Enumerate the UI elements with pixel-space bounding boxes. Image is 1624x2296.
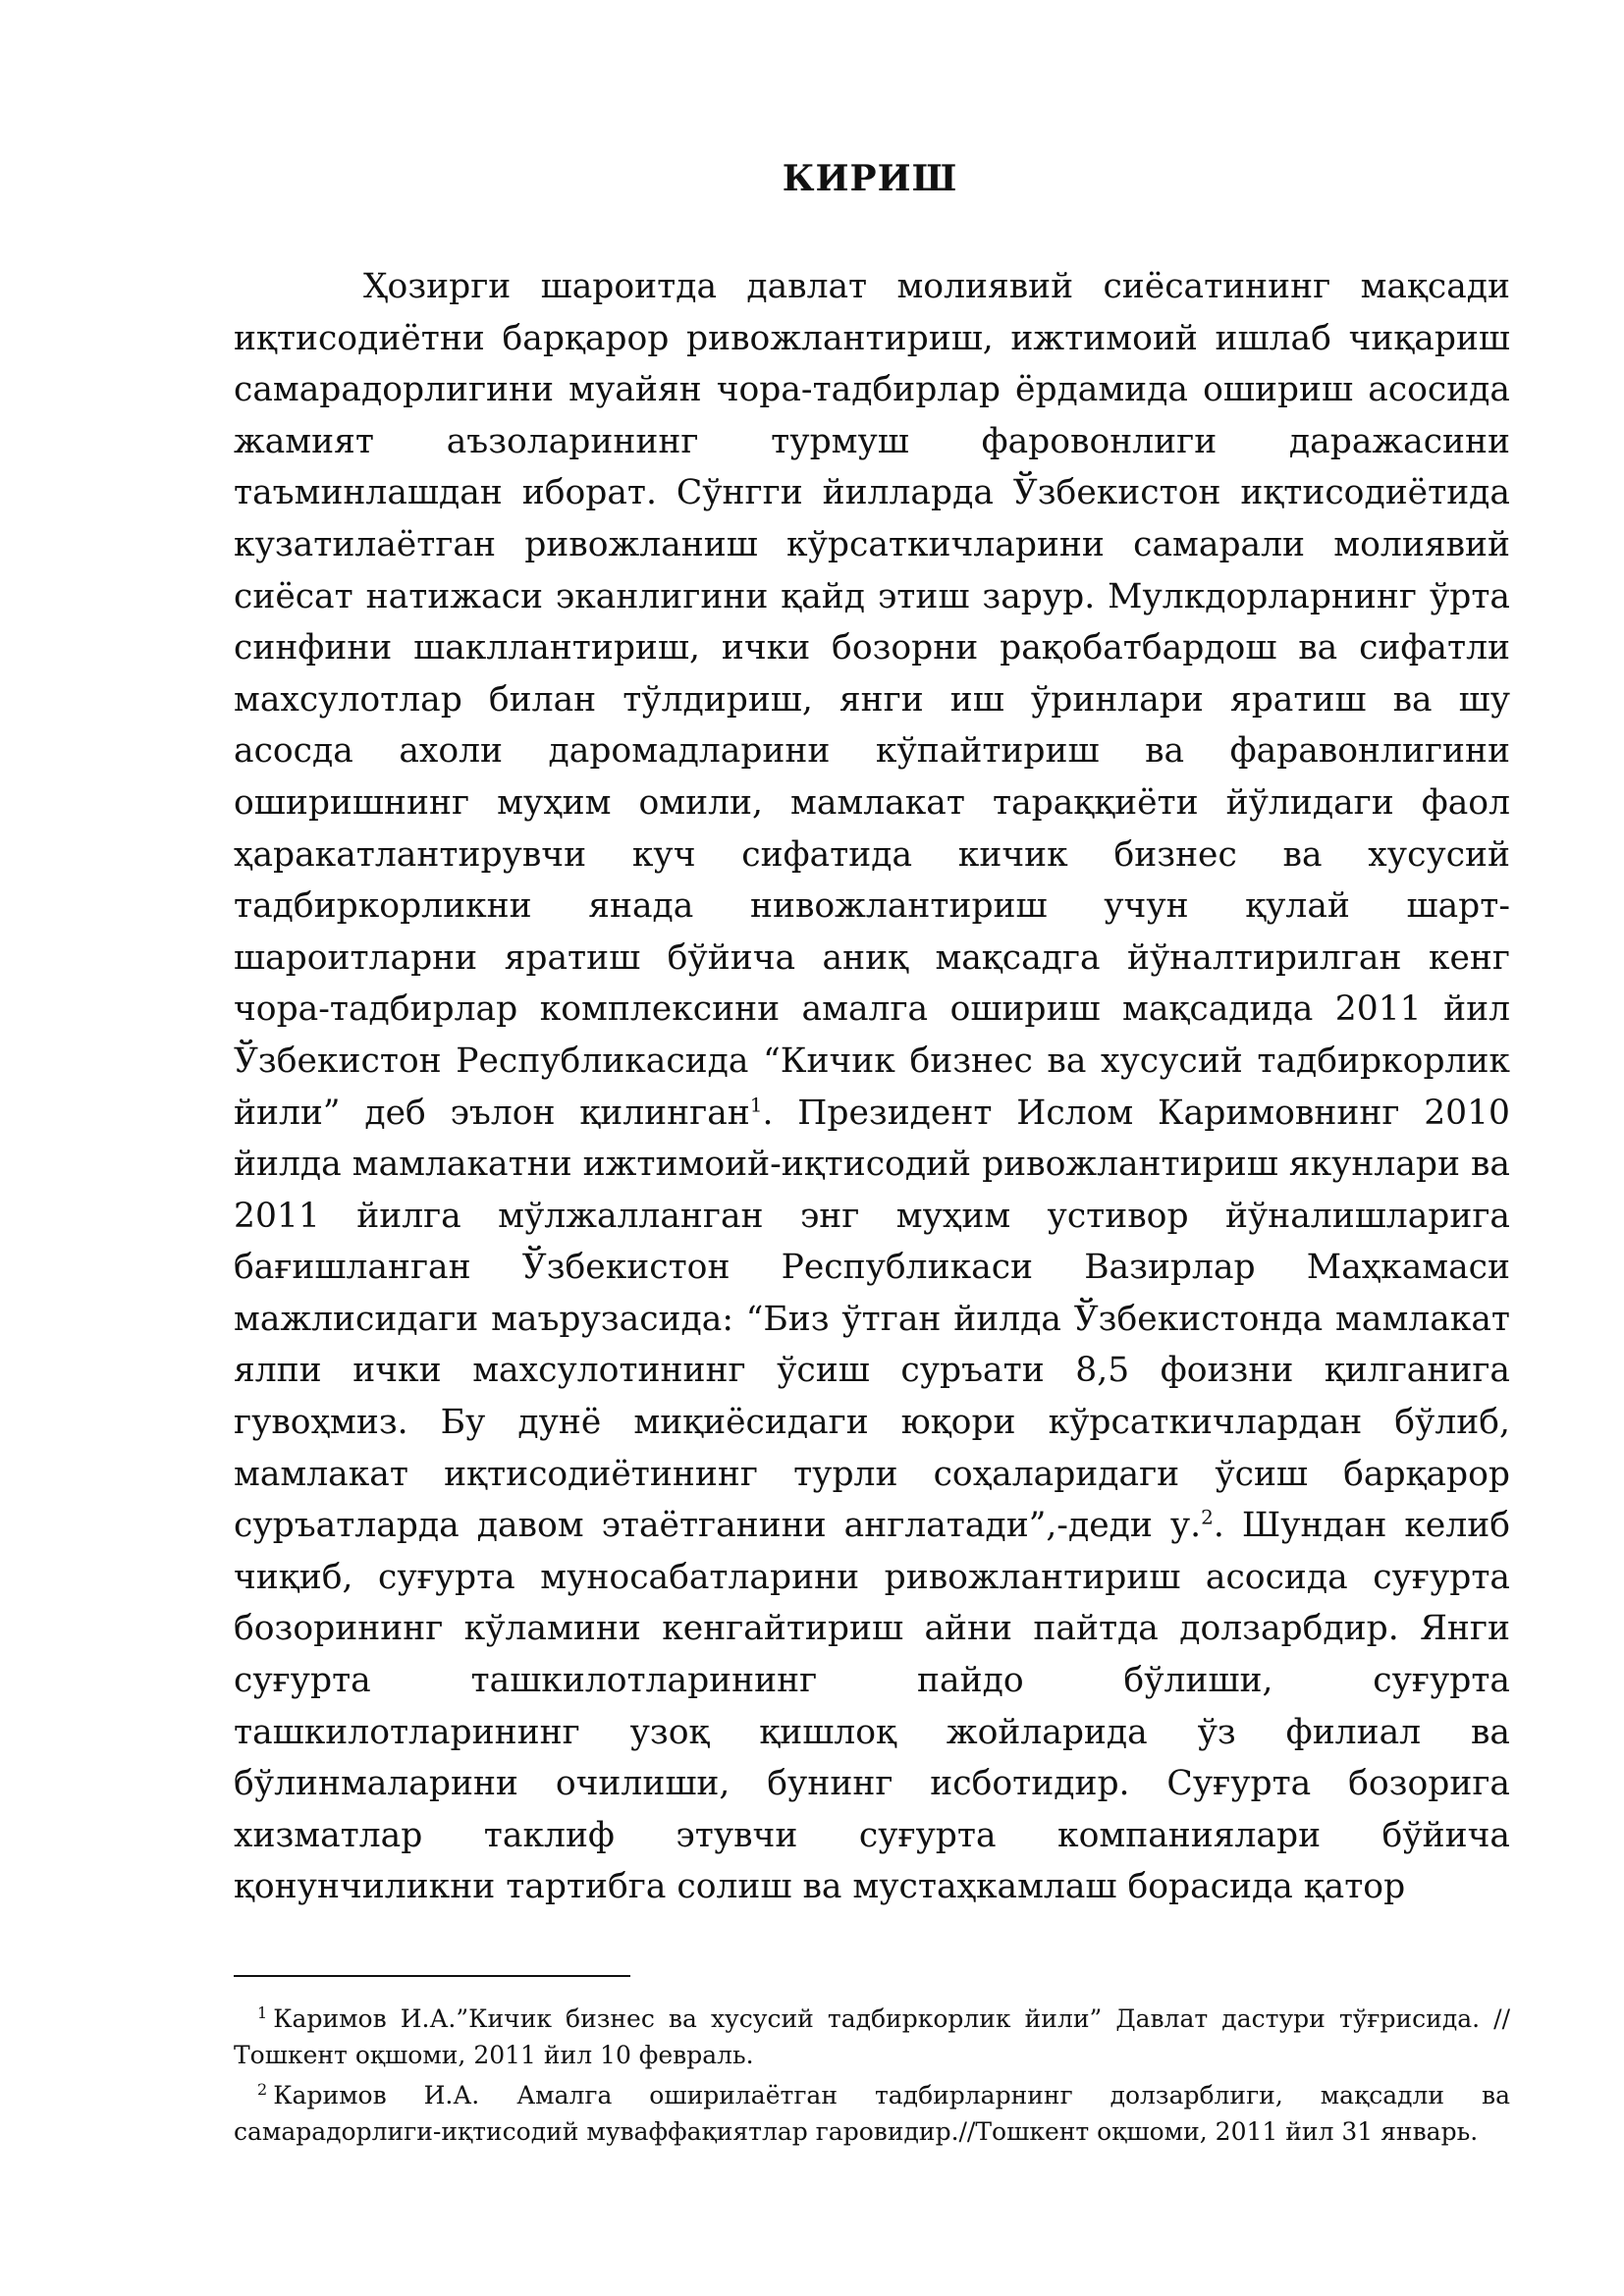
page-title: КИРИШ: [782, 158, 958, 199]
footnote-text-2: Каримов И.А. Амалга оширилаётган тадбирларнинг долзарблиги, мақсадли ва самарадорлиги-иқтисодий муваффақиятлар гаровидир.//Тошкент оқшоми, 2011 йил 31 январь.: [234, 2081, 1510, 2146]
footnote-text-1: Каримов И.А.”Кичик бизнес ва хусусий тадбиркорлик йили” Давлат дастури тўғрисида. //Тошкент оқшоми, 2011 йил 10 февраль.: [234, 2004, 1510, 2069]
paragraph-segment-1: Ҳозирги шароитда давлат молиявий сиёсатининг мақсади иқтисодиётни барқарор ривожлантириш, ижтимоий ишлаб чиқариш самарадорлигини муайян чора-тадбирлар ёрдамида ошириш асосида жамият аъзоларининг турмуш фаровонлиги даражасини таъминлашдан иборат. Сўнгги йилларда Ўзбекистон иқтисодиётида кузатилаётган ривожланиш кўрсаткичларини самарали молиявий сиёсат натижаси эканлигини қайд этиш зарур. Мулкдорларнинг ўрта синфини шакллантириш, ички бозорни рақобатбардош ва сифатли махсулотлар билан тўлдириш, янги иш ўринлари яратиш ва шу асосда ахоли даромадларини кўпайтириш ва фаравонлигини оширишнинг муҳим омили, мамлакат тараққиёти йўлидаги фаол ҳаракатлантирувчи куч сифатида кичик бизнес ва хусусий тадбиркорликни янада нивожлантириш учун қулай шарт-шароитларни яратиш бўйича аниқ мақсадга йўналтирилган кенг чора-тадбирлар комплексини амалга ошириш мақсадида 2011 йил Ўзбекистон Республикасида “Кичик бизнес ва хусусий тадбиркорлик йили” деб эълон қилинган: [234, 267, 1510, 1133]
footnote-2: [234, 2077, 1510, 2150]
paragraph-segment-2: . Президент Ислом Каримовнинг 2010 йилда мамлакатни ижтимоий-иқтисодий ривожлантириш якунлари ва 2011 йилга мўлжалланган энг муҳим устивор йўналишларига бағишланган Ўзбекистон Республикаси Вазирлар Маҳкамаси мажлисидаги маърузасида: “Биз ўтган йилда Ўзбекистонда мамлакат ялпи ички махсулотининг ўсиш суръати 8,5 фоизни қилганига гувоҳмиз. Бу дунё миқиёсидаги юқори кўрсаткичлардан бўлиб, мамлакат иқтисодиётининг турли соҳаларидаги ўсиш барқарор суръатларда давом этаётганини англатади”,-деди у.: [234, 1093, 1511, 1546]
footnote-ref-1[interactable]: 1: [749, 1093, 763, 1116]
footnote-marker-1: 1: [257, 2002, 268, 2022]
footnote-marker-2: 2: [257, 2079, 268, 2099]
footnotes: [234, 2001, 1510, 2154]
paragraph-segment-3: . Шундан келиб чиқиб, суғурта муносабатларини ривожлантириш асосида суғурта бозорининг кўламини кенгайтириш айни пайтда долзарбдир. Янги суғурта ташкилотларининг пайдо бўлиши, суғурта ташкилотларининг узоқ қишлоқ жойларида ўз филиал ва бўлинмаларини очилиши, бунинг исботидир. Суғурта бозорига хизматлар таклиф этувчи суғурта компаниялари бўйича қонунчиликни тартибга солиш ва мустаҳкамлаш борасида қатор: [234, 1506, 1511, 1907]
footnote-ref-2[interactable]: 2: [1201, 1505, 1214, 1529]
body-paragraph: [234, 261, 1510, 1913]
footnote-1: [234, 2001, 1510, 2073]
footnote-separator: [234, 1975, 630, 1977]
